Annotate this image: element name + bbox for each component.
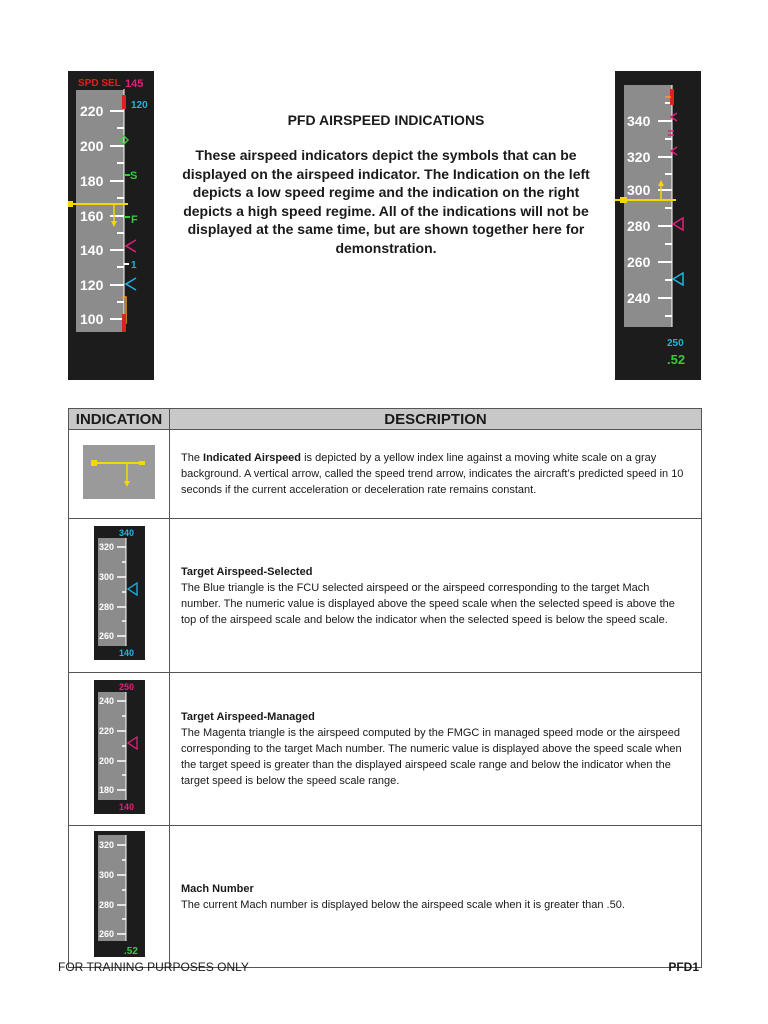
selected-speed-value: 120 xyxy=(131,100,148,111)
row-title: Mach Number xyxy=(181,882,254,895)
high-speed-tape-graphic xyxy=(615,71,701,380)
mach-number-value: .52 xyxy=(667,352,686,367)
tick-label: 320 xyxy=(627,149,651,165)
mini-top-value: 250 xyxy=(118,681,134,692)
f-speed-label: F xyxy=(131,214,138,226)
indicated-airspeed-thumbnail xyxy=(83,445,155,499)
mach-number-mini-tape xyxy=(94,831,145,957)
indication-table xyxy=(68,408,702,968)
spd-sel-value: 145 xyxy=(125,78,144,90)
speed-index-marker xyxy=(620,197,627,203)
footer-disclaimer: FOR TRAINING PURPOSES ONLY xyxy=(58,960,249,974)
tick-label: 220 xyxy=(80,103,104,119)
tick-label: 200 xyxy=(98,755,114,766)
description-cell xyxy=(170,430,702,519)
tick-label: 280 xyxy=(98,602,114,612)
tick-label: 320 xyxy=(98,840,114,850)
tick-label: 220 xyxy=(98,725,114,736)
selected-speed-mini-tape xyxy=(94,526,145,660)
indication-cell xyxy=(69,673,170,826)
tick-label: 180 xyxy=(80,173,104,189)
selected-speed-triangle-icon xyxy=(673,273,683,285)
tick-label: 100 xyxy=(80,311,104,327)
tick-label: 240 xyxy=(627,290,651,306)
description-column-header: DESCRIPTION xyxy=(170,409,702,430)
row-text: The current Mach number is displayed below the airspeed scale when it is greater than .50. xyxy=(181,898,625,911)
tick-label: 260 xyxy=(627,254,651,270)
mini-mach-value: .52 xyxy=(123,946,138,957)
managed-speed-triangle-icon xyxy=(126,240,136,252)
tick-label: 320 xyxy=(98,542,114,552)
table-header-row xyxy=(69,409,702,430)
indication-column-header: INDICATION xyxy=(69,409,170,430)
vmax-barber-pole xyxy=(122,95,126,109)
row-text: The Magenta triangle is the airspeed computed by the FMGC in managed speed mode or the airspeed corresponding to the target Mach number. The numeric value is displayed above the speed scale when the target speed is greater than the displayed airspeed scale range and below the indicator when the target speed is below the speed scale range. xyxy=(181,727,682,787)
s-speed-label: S xyxy=(130,170,138,182)
indication-cell xyxy=(69,430,170,519)
selected-speed-triangle-icon xyxy=(126,278,136,290)
intro-section xyxy=(172,112,600,257)
table-row xyxy=(69,826,702,968)
mini-bottom-value: 140 xyxy=(118,801,134,812)
table-row xyxy=(69,673,702,826)
tick-label: 120 xyxy=(80,277,104,293)
description-cell xyxy=(170,673,702,826)
row-title: Target Airspeed-Selected xyxy=(181,565,313,578)
table-row xyxy=(69,519,702,673)
mini-top-value: 340 xyxy=(118,528,134,538)
tick-label: 300 xyxy=(627,182,651,198)
flap-one-label: 1 xyxy=(131,260,137,271)
low-speed-tape-graphic xyxy=(68,71,154,380)
high-speed-airspeed-tape xyxy=(615,71,701,380)
desc-term: Indicated Airspeed xyxy=(203,452,302,464)
tick-label: 340 xyxy=(627,113,651,129)
description-cell xyxy=(170,519,702,673)
target-speed-value: 250 xyxy=(667,338,684,349)
tick-label: 280 xyxy=(627,218,651,234)
intro-paragraph: These airspeed indicators depict the symbols that can be displayed on the airspeed indicator. The Indication on the left depicts a low speed regime and the indication on the right depicts a high speed regime. All of the indications will not be displayed at the same time, but are shown together here for demonstration. xyxy=(182,147,590,256)
footer-page-id: PFD1 xyxy=(668,960,699,974)
tick-label: 180 xyxy=(98,784,114,795)
tick-label: 300 xyxy=(98,870,114,880)
managed-speed-mini-tape xyxy=(94,680,145,814)
tick-label: 200 xyxy=(80,138,104,154)
row-text: The Blue triangle is the FCU selected airspeed or the airspeed corresponding to the target Mach number. The numeric value is displayed above the speed scale when the selected speed is above the top of the airspeed scale and below the indicator when the selected speed is below the speed scale. xyxy=(181,581,675,626)
tick-label: 160 xyxy=(80,208,104,224)
tick-label: 260 xyxy=(98,929,114,939)
mini-bottom-value: 140 xyxy=(118,648,134,658)
table-row xyxy=(69,430,702,519)
spd-sel-label: SPD SEL xyxy=(78,78,121,89)
page-title: PFD AIRSPEED INDICATIONS xyxy=(287,112,485,128)
tick-label: 240 xyxy=(98,695,114,706)
tick-label: 140 xyxy=(80,242,104,258)
description-cell xyxy=(170,826,702,968)
indication-cell xyxy=(69,826,170,968)
tick-label: 260 xyxy=(98,631,114,641)
speed-index-marker xyxy=(68,201,73,207)
indication-cell xyxy=(69,519,170,673)
managed-speed-triangle-icon xyxy=(673,218,683,230)
desc-text: The xyxy=(181,452,204,464)
low-speed-airspeed-tape xyxy=(68,71,154,380)
desc-text: is depicted by a yellow index line against a moving white scale on a gray background. A vertical arrow, called the speed trend arrow, indicates the aircraft’s predicted speed in 10 seconds if the current acceleration or deceleration rate remains constant. xyxy=(181,452,684,496)
tick-label: 280 xyxy=(98,900,114,910)
alpha-protection-strip xyxy=(122,314,126,332)
tick-label: 300 xyxy=(98,572,114,582)
row-title: Target Airspeed-Managed xyxy=(181,711,315,723)
